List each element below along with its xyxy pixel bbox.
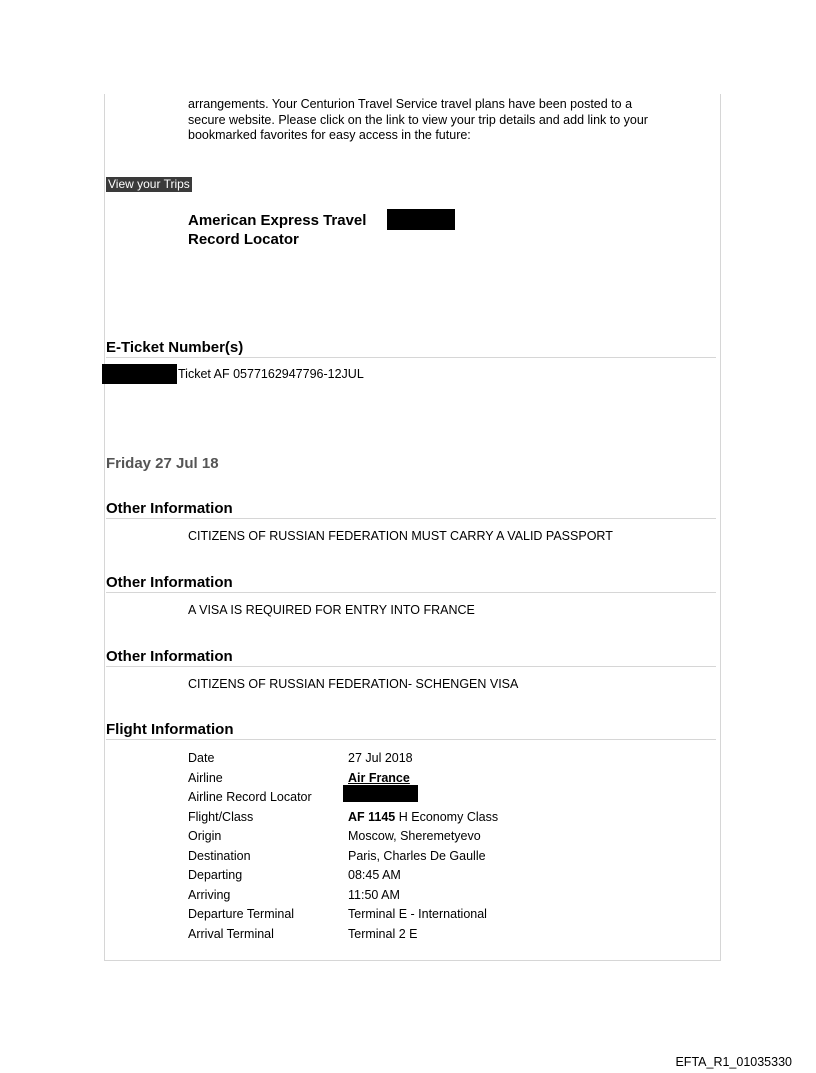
view-trips-link[interactable]: View your Trips: [108, 177, 190, 191]
flight-value: 27 Jul 2018: [348, 751, 413, 765]
flight-label: Arriving: [188, 887, 231, 902]
flight-label: Airline: [188, 770, 223, 785]
flight-label: Flight/Class: [188, 809, 254, 824]
flight-value: 11:50 AM: [348, 887, 400, 902]
redaction-record-locator: [387, 209, 455, 230]
flight-row-arriving: [188, 887, 588, 906]
flight-value: [348, 809, 498, 825]
amex-record-locator-title: [188, 211, 366, 249]
flight-row-departure-terminal: [188, 906, 588, 925]
flight-row-departing: [188, 867, 588, 886]
other-info-heading-3: Other Information: [106, 648, 716, 667]
redaction-passenger-name: [102, 364, 177, 384]
eticket-number: Ticket AF 0577162947796-12JUL: [178, 367, 364, 381]
flight-label: Departure Terminal: [188, 907, 295, 921]
other-info-heading-2: Other Information: [106, 574, 716, 593]
flight-row-flight-class: [188, 809, 588, 828]
flight-class: H Economy Class: [395, 809, 499, 824]
eticket-heading: E-Ticket Number(s): [106, 339, 716, 358]
flight-value-airline: Air France: [348, 770, 410, 785]
document-id: EFTA_R1_01035330: [675, 1055, 792, 1069]
flight-value: 08:45 AM: [348, 868, 401, 882]
flight-row-arrival-terminal: [188, 926, 588, 945]
flight-row-origin: [188, 828, 588, 847]
flight-info-heading: Flight Information: [106, 721, 716, 740]
flight-number: AF 1145: [348, 809, 396, 824]
intro-paragraph: arrangements. Your Centurion Travel Service travel plans have been posted to a secure website. Please click on the link to view your trip details and add link to your bookmarked favorites for easy access in the future:: [188, 97, 648, 142]
flight-value: Paris, Charles De Gaulle: [348, 848, 486, 863]
other-info-text-1: CITIZENS OF RUSSIAN FEDERATION MUST CARRY A VALID PASSPORT: [188, 529, 613, 543]
flight-value: Moscow, Sheremetyevo: [348, 829, 481, 843]
amex-title-line2: Record Locator: [188, 231, 299, 248]
flight-label: Origin: [188, 829, 222, 843]
amex-title-line1: American Express Travel: [188, 212, 367, 229]
flight-row-destination: [188, 848, 588, 867]
date-heading: Friday 27 Jul 18: [106, 455, 219, 472]
flight-label: Airline Record Locator: [188, 790, 312, 804]
flight-label: Arrival Terminal: [188, 926, 274, 941]
flight-label: Destination: [188, 848, 251, 863]
flight-value: Terminal 2 E: [348, 926, 418, 941]
flight-row-date: [188, 750, 588, 769]
flight-label: Date: [188, 751, 215, 765]
flight-value: Terminal E - International: [348, 907, 487, 921]
other-info-text-3: CITIZENS OF RUSSIAN FEDERATION- SCHENGEN VISA: [188, 677, 519, 691]
other-info-text-2: A VISA IS REQUIRED FOR ENTRY INTO FRANCE: [188, 603, 475, 617]
redaction-airline-record-locator: [343, 785, 418, 802]
flight-label: Departing: [188, 868, 243, 882]
other-info-heading-1: Other Information: [106, 500, 716, 519]
